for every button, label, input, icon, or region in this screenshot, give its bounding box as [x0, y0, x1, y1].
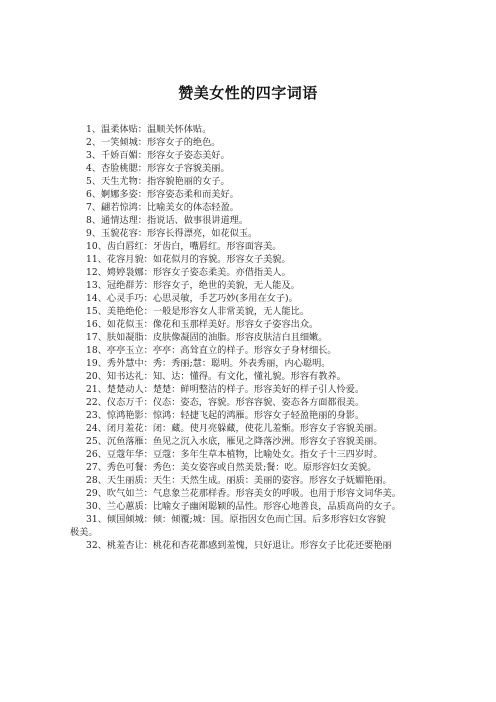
list-item: 6、婀娜多姿：形容姿态柔和而美好。 — [86, 188, 239, 200]
list-item: 29、吹气如兰：气息象兰花那样香。形容美女的呼吸。也用于形容文词华美。 — [86, 487, 401, 499]
list-item: 32、桃羞杏让：桃花和杏花都感到羞愧，只好退让。形容女子比花还要艳丽 — [86, 539, 392, 551]
list-item: 24、闭月羞花：闭：藏。使月亮躲藏，使花儿羞惭。形容女子容貌美丽。 — [86, 422, 383, 434]
document-title: 赞美女性的四字词语 — [178, 84, 318, 102]
list-item: 28、天生丽质：天生：天然生成。丽质：美丽的姿容。形容女子妩媚艳丽。 — [86, 474, 392, 486]
list-item: 5、天生尤物：指容貌艳丽的女子。 — [86, 175, 230, 187]
list-item: 8、通情达理：指说话、做事很讲道理。 — [86, 214, 249, 226]
list-item: 18、亭亭玉立：亭亭：高耸直立的样子。形容女子身材细长。 — [86, 344, 337, 356]
list-item: 26、豆蔻年华：豆蔻：多年生草本植物，比喻处女。指女子十三四岁时。 — [86, 448, 383, 460]
list-item: 27、秀色可餐：秀色：美女姿容或自然美景;餐：吃。原形容妇女美貌。 — [86, 461, 377, 473]
list-item: 31、倾国倾城：倾：倾覆;城：国。原指因女色而亡国。后多形容妇女容貌 — [86, 513, 386, 525]
list-item: 25、沉鱼落雁：鱼见之沉入水底，雁见之降落沙洲。形容女子容貌美丽。 — [86, 435, 383, 447]
list-item: 21、楚楚动人：楚楚：鲜明整洁的样子。形容美好的样子引人怜爱。 — [86, 383, 365, 395]
list-item: 30、兰心蕙质：比喻女子幽闲聪颖的品性。形容心地善良，品质高尚的女子。 — [86, 500, 401, 512]
list-item: 16、如花似玉：像花和玉那样美好。形容女子姿容出众。 — [86, 318, 319, 330]
list-item: 2、一笑倾城：形容女子的绝色。 — [86, 136, 221, 148]
list-item: 15、美艳绝伦：一般是形容女人非常美貌，无人能比。 — [86, 305, 310, 317]
list-item: 20、知书达礼：知、达：懂得。有文化，懂礼貌。形容有教养。 — [86, 370, 346, 382]
list-item: 13、冠绝群芳：形容女子，绝世的美貌，无人能及。 — [86, 279, 300, 291]
list-item: 10、齿白唇红：牙齿白，嘴唇红。形容面容美。 — [86, 240, 282, 252]
list-item: 1、温柔体贴：温顺关怀体贴。 — [86, 123, 212, 135]
list-item-continuation: 极美。 — [70, 526, 98, 538]
list-item: 19、秀外慧中：秀：秀丽;慧：聪明。外表秀丽，内心聪明。 — [86, 357, 331, 369]
list-item: 17、肤如凝脂：皮肤像凝固的油脂。形容皮肤洁白且细嫩。 — [86, 331, 328, 343]
list-item: 9、玉貌花容：形容长得漂亮，如花似玉。 — [86, 227, 258, 239]
list-item: 4、杏脸桃腮：形容女子容貌美丽。 — [86, 162, 230, 174]
list-item: 12、娉婷袅娜：形容女子姿态柔美。亦借指美人。 — [86, 266, 291, 278]
list-item: 11、花容月貌：如花似月的容貌。形容女子美貌。 — [86, 253, 291, 265]
list-item: 3、千娇百媚：形容女子姿态美好。 — [86, 149, 230, 161]
list-item: 22、仪态万千：仪态：姿态，容貌。形容容貌、姿态各方面都很美。 — [86, 396, 365, 408]
word-list — [70, 120, 412, 552]
list-item: 7、翩若惊鸿：比喻美女的体态轻盈。 — [86, 201, 239, 213]
list-item: 23、惊鸿艳影：惊鸿：轻捷飞起的鸿雁。形容女子轻盈艳丽的身影。 — [86, 409, 365, 421]
list-item: 14、心灵手巧：心思灵敏，手艺巧妙(多用在女子)。 — [86, 292, 298, 304]
